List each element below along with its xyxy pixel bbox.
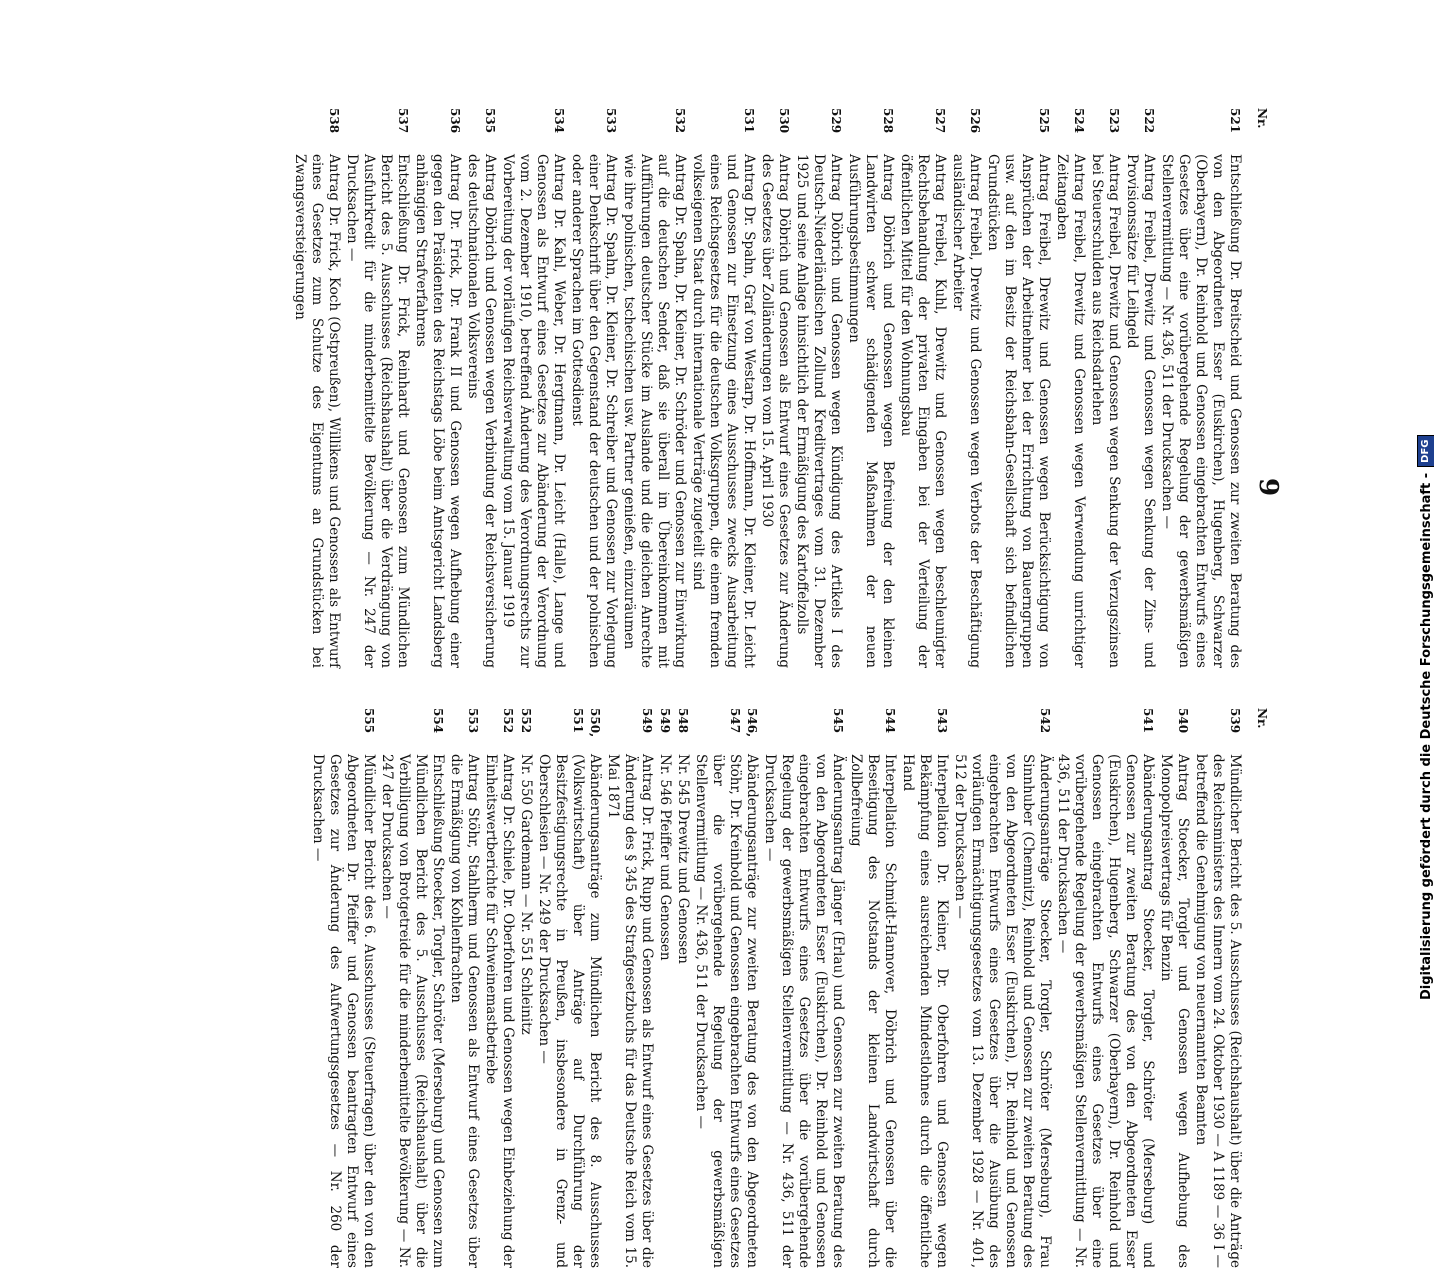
entry-text: Antrag Dr. Frick, Koch (Ostpreußen), Willikens und Genossen als Entwurf eines Gesetzes zum Schutze des Eigentums an Grundstücken bei Zwangsversteigerungen [292,154,342,668]
dfg-logo: DFG [1417,436,1434,467]
list-item [984,108,1052,668]
list-item [309,708,377,1268]
entry-number: 553 [466,708,480,734]
list-item [689,108,757,668]
entry-number: 536 [448,108,462,134]
entry-text: Entschließung Dr. Breitscheid und Genossen zur zweiten Beratung des von den Abgeordneten Esser (Euskirchen), Hugenberg, Schwarzer (Oberbayern), Dr. Reinhold und Genossen eingebrachten Entwurfs eines Gesetzes über eine vorübergehende Regelung der gewerbsmäßigen Stellenvermittlung — Nr. 436, 511 der Drucksachen — [1159,154,1243,668]
entry-number: 527 [933,108,947,134]
list-item [1088,108,1122,668]
rotated-page [107,108,1283,1268]
right-column [308,708,1243,1268]
entry-number: 535 [483,108,497,134]
list-item [761,708,846,1268]
entry-text: Mündlicher Bericht des 6. Ausschusses (Steuerfragen) über den von den Abgeordneten Dr. Pfeiffer und Genossen beantragten Entwurf eines Gesetzes zur Änderung des Aufwertungsgesetzes — Nr. 260 der Drucksachen — [310,754,377,1268]
list-item [692,708,760,1268]
entry-number: 523 [1107,108,1121,134]
entry-text: Nr. 550 Gardemann — Nr. 551 Schleinitz [518,754,534,1035]
credit-text: Digitalisierung gefördert durch die Deutsche Forschungsgemeinschaft - [1418,472,1434,1000]
entry-number: 530 [777,108,791,134]
entry-number: 552 [519,708,533,734]
entry-text: Antrag Dr. Spahn, Dr. Kleiner, Dr. Schröder und Genossen zur Einwirkung auf die deutschen Sender, daß sie überall im Übereinkommen mit Aufführungen deutscher Stücke im Auslande und die gleichen Anrechte wie ihre polnischen, tschechischen usw. Partner genießen, einzuräumen [621,154,688,668]
entry-number: 521 [1228,108,1242,134]
entry-text: Antrag Dr. Frick, Rupp und Genossen als Entwurf eines Gesetzes über die Änderung des § 345 des Strafgesetzbuchs für das Deutsche Reich vom 15. Mai 1871 [605,754,655,1268]
entry-text: Antrag Freibel, Drewitz und Genossen wegen Verbots der Beschäftigung ausländischer Arbeiter [950,154,983,668]
page-number: 9 [1253,478,1283,497]
entry-number: 550, 551 [571,708,602,738]
entry-number: 540 [1176,708,1190,734]
entry-number: 541 [1141,708,1155,734]
entry-number: 544 [883,708,897,734]
entry-number: 552 [501,708,515,734]
list-item [951,708,1053,1268]
list-item [1053,108,1087,668]
entry-text: Antrag Dr. Schiele, Dr. Oberfohren und Genossen wegen Einbeziehung der Einheitswertberichte für Schweinemastbetriebe [483,754,516,1268]
entry-text: Nr. 546 Pfeiffer und Genossen [657,754,673,961]
list-item [378,708,446,1268]
entry-text: Änderungsantrag Jänger (Erlau) und Genossen zur zweiten Beratung des von den Abgeordneten Esser (Euskirchen), Dr. Reinhold und Genossen eingebrachten Entwurfs eines Gesetzes über die vorübergehende Regelung der gewerbsmäßigen Stellenvermittlung — Nr. 436, 511 der Drucksachen — [762,754,846,1268]
list-item [1158,108,1243,668]
list-item [1123,108,1157,668]
entry-number: 549 [658,708,672,734]
list-item [499,108,567,668]
entry-text: Mündlicher Bericht des 5. Ausschusses (Reichshaushalt) über die Anträge des Reichsministers des Innern vom 24. Oktober 1930 — A 1189 — 36 I — betreffend die Genehmigung von neuernannten Beamten [1193,754,1243,1268]
digitization-credit [1416,0,1434,1000]
entry-number: 533 [604,108,618,134]
entry-number: 532 [673,108,687,134]
entry-text: Abänderungsanträge zum Mündlichen Bericht des 8. Ausschusses (Volkswirtschaft) über Anträge auf Durchführung der Besitzfestigungsrechte in Preußen, insbesondere in Grenz- und Oberschlesien — Nr. 249 der Drucksachen — [536,754,603,1268]
list-item [447,708,481,1268]
list-item [620,108,688,668]
entry-text: Abänderungsanträge zur zweiten Beratung des von den Abgeordneten Stöhr, Dr. Kreinbold und Genossen eingebrachten Entwurfs eines Gesetzes über die vorübergehende Regelung der gewerbsmäßigen Stellenvermittlung — Nr. 436, 511 der Drucksachen — [693,754,760,1268]
entry-number: 542 [1038,708,1052,734]
entry-text: Interpellation Schmidt-Hannover, Döbrich und Genossen über die Beseitigung des Notstands der kleinen Landwirtschaft durch Zollbefreiung [848,754,898,1268]
entry-number: 528 [881,108,895,134]
entry-text: Nr. 545 Drewitz und Genossen [675,754,691,964]
entry-text: Antrag Döbrich und Genossen wegen Verbindung der Reichsversicherung des deutschnationalen Volksvereins [465,154,498,668]
entry-number: 549 [640,708,654,734]
entry-text: Antrag Dr. Frick, Dr. Frank II und Genossen wegen Aufhebung einer gegen den Präsidenten des Reichstags Löbe beim Amtsgericht Landsberg anhängigen Strafverfahrens [413,154,463,668]
entry-text: Antrag Freibel, Drewitz und Genossen wegen Berücksichtigung von Ansprüchen der Arbeitnehmer bei der Errichtung von Bauerngruppen usw. auf den im Besitz der Reichsbahn-Gesellschaft sich befindlichen Grundstücken [985,154,1052,668]
entry-number: 555 [362,708,376,734]
entry-number: 524 [1072,108,1086,134]
entry-number: 546, 547 [728,708,759,738]
list-item [899,708,950,1268]
entry-number: 522 [1142,108,1156,134]
entry-number: 543 [935,708,949,734]
list-item [656,708,673,1268]
list-item [847,708,898,1268]
entry-text: Entschließung Stoecker, Torgler, Schröter (Merseburg) und Genossen zum Mündlichen Bericht des 5. Ausschusses (Reichshaushalt) über die Verbilligung von Brotgetreide für die minderbemittelte Bevölkerung — Nr. 247 der Drucksachen — [379,754,446,1268]
list-item [897,108,948,668]
entry-text: Antrag Freibel, Drewitz und Genossen wegen Senkung der Verzugszinsen bei Steuerschulden aus Reichsdarlehen [1089,154,1122,668]
entry-text: Antrag Dr. Kahl, Weber, Dr. Hergtmann, Dr. Leicht (Halle), Lange und Genossen als Entwurf eines Gesetzes zur Abänderung der Verordnung vom 2. Dezember 1910, betreffend Änderung des Verordnungsrechts zur Vorbereitung der vorläufigen Reichsverwaltung vom 15. Januar 1919 [500,154,567,668]
list-item [674,708,691,1268]
list-item [949,108,983,668]
left-header: Nr. [1255,108,1269,129]
list-item [1157,708,1191,1268]
entry-text: Antrag Stöhr, Stahlherm und Genossen als Entwurf eines Gesetzes über die Ermäßigung von Kohlenfrachten [448,754,481,1268]
list-item [412,108,463,668]
entry-number: 539 [1228,708,1242,734]
list-item [535,708,603,1268]
entry-number: 526 [968,108,982,134]
entry-number: 534 [552,108,566,134]
entry-text: Antrag Döbrich und Genossen als Entwurf eines Gesetzes zur Änderung des Gesetzes über Zolländerungen vom 15. April 1930 [759,154,792,668]
list-item [793,108,844,668]
entry-number: 529 [829,108,843,134]
entry-number: 531 [742,108,756,134]
list-item [604,708,655,1268]
entry-text: Antrag Freibel, Drewitz und Genossen wegen Verwendung unrichtiger Zeitangaben [1054,154,1087,668]
entry-text: Antrag Döbrich und Genossen wegen Befreiung der den kleinen Landwirten schwer schädigenden Maßnahmen der neuen Ausführungsbestimmungen [846,154,896,668]
list-item [758,108,792,668]
entry-text: Antrag Freibel, Kuhl, Drewitz und Genossen wegen beschleunigter Rechtsbehandlung der privaten Eingaben bei der Verteilung der öffentlichen Mittel für den Wohnungsbau [898,154,948,668]
right-header: Nr. [1255,708,1269,729]
list-item [568,108,619,668]
list-item [291,108,342,668]
entry-text: Änderungsanträge Stoecker, Torgler, Schröter (Merseburg), Frau Sinnhuber (Chemnitz), Reinhold und Genossen zur zweiten Beratung des von den Abgeordneten Esser (Euskirchen), Dr. Reinhold und Genossen eingebrachten Entwurfs eines Gesetzes über die Ausübung des vorläufigen Ermächtigungsgesetzes vom 13. Dezember 1928 — Nr. 401, 512 der Drucksachen — [952,754,1053,1268]
entry-text: Antrag Dr. Spahn, Dr. Kleiner, Dr. Schreiber und Genossen zur Vorlegung einer Denkschrift über den Gegenstand der deutschen und der polnischen oder anderer Sprachen im Gottesdienst [569,154,619,668]
entry-text: Interpellation Dr. Kleiner, Dr. Oberfohren und Genossen wegen Bekämpfung eines ausreichenden Mindestlohnes durch die öffentliche Hand [900,754,950,1268]
entry-text: Antrag Dr. Spahn, Graf von Westarp, Dr. Hoffmann, Dr. Kleiner, Dr. Leicht und Genossen zur Einsetzung eines Ausschusses zwecks Ausarbeitung eines Reichsgesetzes für die deutschen Volksgruppen, die einem fremden volkseigenen Staat durch internationale Verträge zugeteilt sind [690,154,757,668]
entry-text: Abänderungsantrag Stoecker, Torgler, Schröter (Merseburg) und Genossen zur zweiten Beratung des von den Abgeordneten Esser (Euskirchen), Hugenberg, Schwarzer (Oberbayern), Dr. Reinhold und Genossen eingebrachten Entwurfs eines Gesetzes über eine vorübergehende Regelung der gewerbsmäßigen Stellenvermittlung — Nr. 436, 511 der Drucksachen — [1055,754,1156,1268]
entry-number: 538 [327,108,341,134]
list-item [1192,708,1243,1268]
entry-text: Antrag Freibel, Drewitz und Genossen wegen Senkung der Zins- und Provisionssätze für Leihgeld [1124,154,1157,668]
left-column [290,108,1243,668]
entry-number: 525 [1037,108,1051,134]
entry-number: 548 [676,708,690,734]
list-item [464,108,498,668]
list-item [482,708,516,1268]
list-item [1054,708,1156,1268]
entry-number: 554 [431,708,445,734]
entry-text: Antrag Döbrich und Genossen wegen Kündigung des Artikels I des Deutsch-Niederländischen Zollund Kreditvertrages vom 31. Dezember 1925 und seine Anlage hinsichtlich der Ermäßigung des Kartoffelzolls [794,154,844,668]
list-item [517,708,534,1268]
entry-number: 537 [396,108,410,134]
entry-text: Entschließung Dr. Frick, Reinhardt und Genossen zum Mündlichen Bericht des 5. Ausschusses (Reichshaushalt) über die Verdrängung von Ausfuhrkredit für die minderbemittelte Bevölkerung — Nr. 247 der Drucksachen — [344,154,411,668]
list-item [845,108,896,668]
entry-number: 545 [831,708,845,734]
entry-text: Antrag Stoecker, Torgler und Genossen wegen Aufhebung des Monopolpreisvertrags für Benzin [1158,754,1191,1268]
list-item [343,108,411,668]
